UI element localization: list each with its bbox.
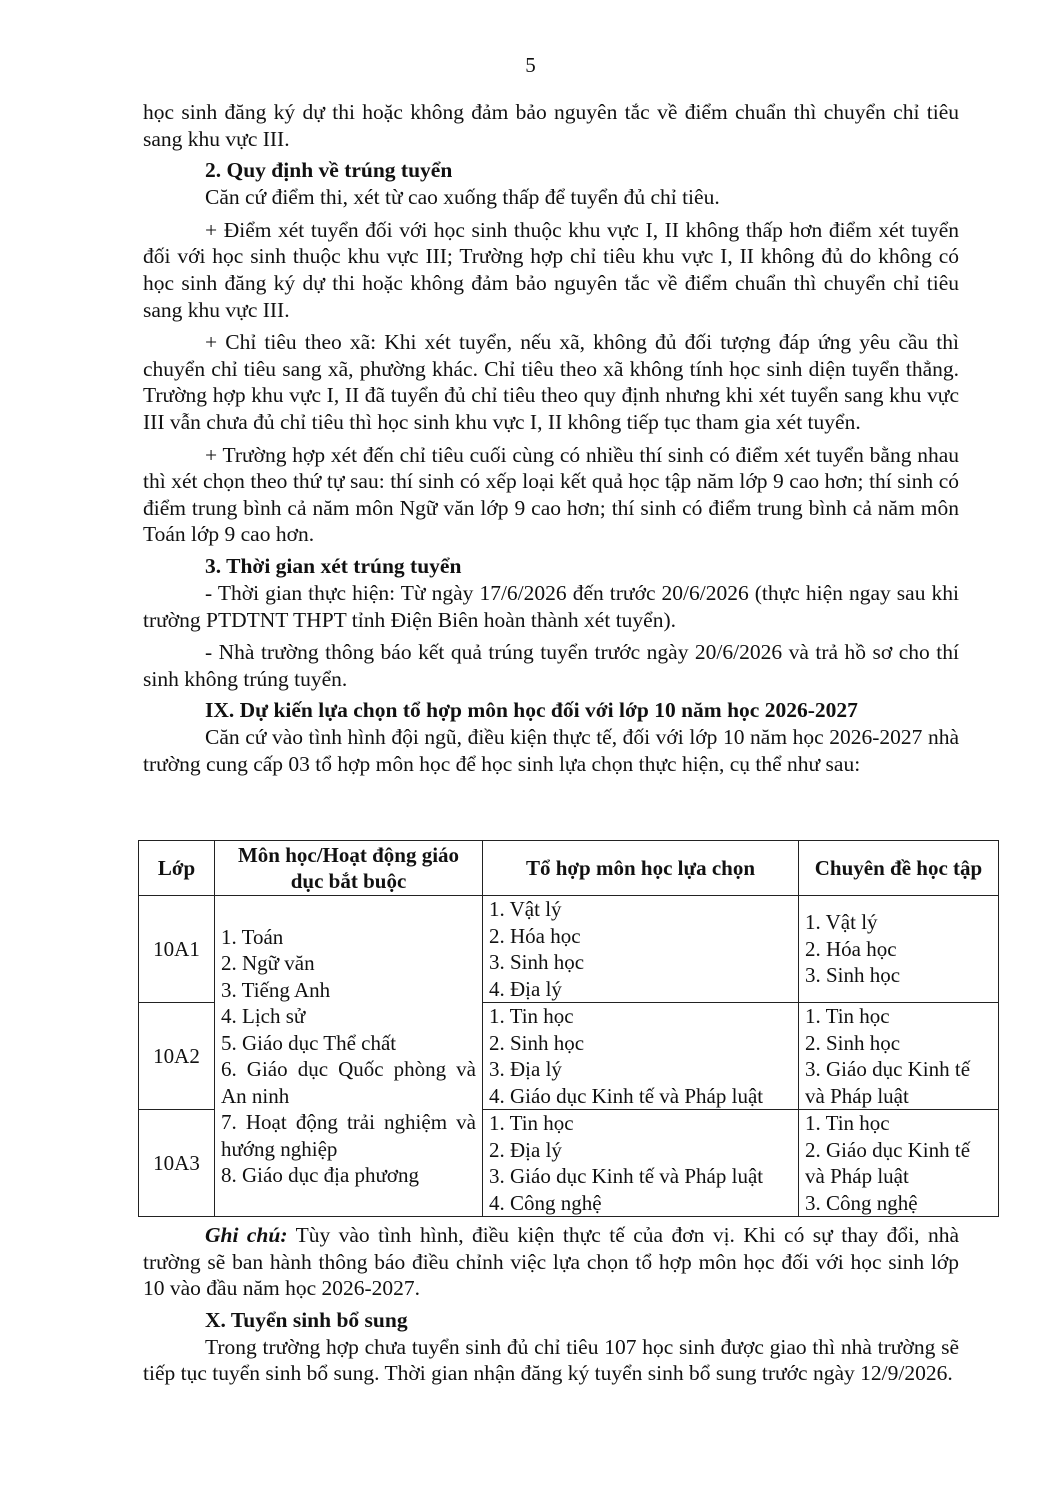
mandatory-item: 5. Giáo dục Thể chất bbox=[221, 1030, 397, 1055]
header-mandatory: Môn học/Hoạt động giáo dục bắt buộc bbox=[215, 841, 483, 896]
combination-item: 1. Tin học bbox=[489, 1111, 574, 1135]
topics-cell bbox=[799, 1003, 999, 1110]
topics-cell bbox=[799, 896, 999, 1003]
section-heading-x: X. Tuyển sinh bổ sung bbox=[205, 1307, 408, 1332]
mandatory-item: 2. Ngữ văn bbox=[221, 951, 315, 975]
topics-cell bbox=[799, 1110, 999, 1217]
paragraph-region-score: + Điểm xét tuyển đối với học sinh thuộc khu vực I, II không thấp hơn điểm xét tuyển đối với học sinh thuộc khu vực III; Trường hợp chỉ tiêu khu vực I, II không đủ do không có học sinh đăng ký dự thi hoặc không đảm bảo nguyên tắc về điểm chuẩn thì chuyển chỉ tiêu sang khu vực III. bbox=[143, 217, 959, 322]
topic-item: 3. Công nghệ bbox=[805, 1190, 918, 1215]
topic-item: 1. Vật lý bbox=[805, 910, 878, 935]
topic-item: 2. Sinh học bbox=[805, 1030, 901, 1055]
combination-item: 3. Sinh học bbox=[489, 950, 585, 974]
header-combination: Tổ hợp môn học lựa chọn bbox=[483, 841, 799, 896]
mandatory-item: 6. Giáo dục Quốc phòng và An ninh bbox=[221, 1057, 476, 1108]
mandatory-subjects-cell bbox=[215, 896, 483, 1217]
header-class: Lớp bbox=[139, 841, 215, 896]
topic-item: 2. Giáo dục Kinh tế và Pháp luật bbox=[805, 1137, 971, 1188]
combination-cell bbox=[483, 896, 799, 1003]
content-bottom bbox=[143, 1222, 959, 1387]
paragraph-tie-break: + Trường hợp xét đến chỉ tiêu cuối cùng có nhiều thí sinh có điểm xét tuyển bằng nhau thì xét chọn theo thứ tự sau: thí sinh có xếp loại kết quả học tập năm lớp 9 cao hơn; thí sinh có điểm trung bình cả năm môn Ngữ văn lớp 9 cao hơn; thí sinh có điểm trung bình cả năm môn Toán lớp 9 cao hơn. bbox=[143, 442, 959, 547]
class-cell: 10A1 bbox=[139, 896, 215, 1003]
section-heading-3: 3. Thời gian xét trúng tuyển bbox=[205, 553, 462, 578]
mandatory-item: 4. Lịch sử bbox=[221, 1004, 306, 1028]
combination-item: 2. Địa lý bbox=[489, 1137, 562, 1162]
table-header-row bbox=[139, 841, 999, 896]
note-paragraph bbox=[143, 1222, 959, 1302]
combination-item: 3. Địa lý bbox=[489, 1057, 562, 1081]
class-cell: 10A2 bbox=[139, 1003, 215, 1110]
topic-item: 3. Sinh học bbox=[805, 963, 901, 988]
topic-item: 1. Tin học bbox=[805, 1004, 890, 1028]
mandatory-item: 1. Toán bbox=[221, 924, 284, 949]
combination-item: 2. Hóa học bbox=[489, 923, 581, 948]
paragraph-commune-quota: + Chỉ tiêu theo xã: Khi xét tuyển, nếu xã, không đủ đối tượng đáp ứng yêu cầu thì chuyển chỉ tiêu sang xã, phường khác. Chỉ tiêu theo xã không tính học sinh diện tuyển thẳng. Trường hợp khu vực I, II đã tuyển đủ chỉ tiêu theo quy định nhưng khi xét tuyển sang khu vực III vẫn chưa đủ chỉ tiêu thì học sinh khu vực I, II không tiếp tục tham gia xét tuyển. bbox=[143, 330, 959, 434]
paragraph-combination-intro: Căn cứ vào tình hình đội ngũ, điều kiện thực tế, đối với lớp 10 năm học 2026-2027 nhà trường cung cấp 03 tổ hợp môn học để học sinh lựa chọn thực hiện, cụ thể như sau: bbox=[143, 725, 959, 776]
combination-item: 1. Vật lý bbox=[489, 897, 562, 921]
mandatory-item: 8. Giáo dục địa phương bbox=[221, 1163, 420, 1187]
combination-item: 3. Giáo dục Kinh tế và Pháp luật bbox=[489, 1164, 764, 1188]
class-cell: 10A3 bbox=[139, 1110, 215, 1217]
header-topics: Chuyên đề học tập bbox=[799, 841, 999, 896]
mandatory-item: 7. Hoạt động trải nghiệm và hướng nghiệp bbox=[221, 1110, 476, 1161]
topic-item: 1. Tin học bbox=[805, 1111, 890, 1135]
paragraph-continuation: học sinh đăng ký dự thi hoặc không đảm bảo nguyên tắc về điểm chuẩn thì chuyển chỉ tiêu sang khu vực III. bbox=[143, 100, 959, 151]
combination-item: 4. Công nghệ bbox=[489, 1190, 602, 1215]
combination-cell bbox=[483, 1003, 799, 1110]
section-heading-2: 2. Quy định về trúng tuyển bbox=[205, 158, 453, 183]
page-number: 5 bbox=[525, 53, 536, 77]
mandatory-item: 3. Tiếng Anh bbox=[221, 977, 331, 1002]
note-text: Tùy vào tình hình, điều kiện thực tế của đơn vị. Khi có sự thay đổi, nhà trường sẽ ban hành thông báo điều chỉnh việc lựa chọn tổ hợp môn học đối với học sinh lớp 10 vào đầu năm học 2026-2027. bbox=[143, 1223, 959, 1301]
note-label: Ghi chú: bbox=[205, 1223, 288, 1247]
combination-cell bbox=[483, 1110, 799, 1217]
subject-combination-table bbox=[138, 840, 999, 1217]
paragraph-timeframe: - Thời gian thực hiện: Từ ngày 17/6/2026 đến trước 20/6/2026 (thực hiện ngay sau khi trường PTDTNT THPT tỉnh Điện Biên hoàn thành xét tuyển). bbox=[143, 580, 959, 632]
section-heading-ix: IX. Dự kiến lựa chọn tổ hợp môn học đối với lớp 10 năm học 2026-2027 bbox=[205, 698, 858, 723]
combination-item: 4. Giáo dục Kinh tế và Pháp luật bbox=[489, 1083, 764, 1108]
paragraph-supplementary: Trong trường hợp chưa tuyển sinh đủ chỉ tiêu 107 học sinh được giao thì nhà trường sẽ tiếp tục tuyển sinh bổ sung. Thời gian nhận đăng ký tuyển sinh bổ sung trước ngày 12/9/2026. bbox=[143, 1334, 959, 1386]
combination-item: 1. Tin học bbox=[489, 1004, 574, 1028]
content-top bbox=[143, 99, 959, 777]
combination-item: 2. Sinh học bbox=[489, 1030, 585, 1055]
combination-item: 4. Địa lý bbox=[489, 976, 562, 1001]
paragraph-basis: Căn cứ điểm thi, xét từ cao xuống thấp để tuyển đủ chỉ tiêu. bbox=[205, 185, 720, 210]
table-row bbox=[139, 896, 999, 1003]
paragraph-announcement: - Nhà trường thông báo kết quả trúng tuyển trước ngày 20/6/2026 và trả hồ sơ cho thí sinh không trúng tuyển. bbox=[143, 640, 959, 691]
topic-item: 2. Hóa học bbox=[805, 936, 897, 961]
topic-item: 3. Giáo dục Kinh tế và Pháp luật bbox=[805, 1057, 971, 1108]
